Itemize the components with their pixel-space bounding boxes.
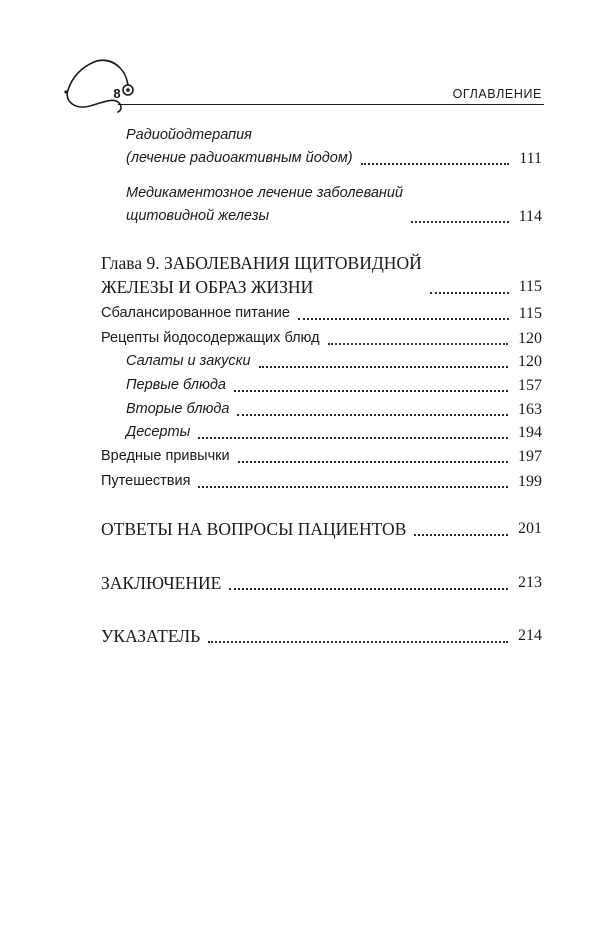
dot-leader [234,390,508,392]
dot-leader [430,292,509,294]
toc-entry[interactable] [126,374,542,397]
toc-section-entry[interactable] [101,624,542,648]
toc-page-number: 201 [518,520,542,537]
toc-entry-title [126,182,403,228]
dot-leader [361,163,510,165]
page-header [0,0,597,120]
dot-leader [238,461,508,463]
dot-leader [259,366,508,368]
dot-leader [237,414,508,416]
toc-entry-title-line: щитовидной железы [126,208,270,224]
dot-leader [208,641,508,643]
toc-entry[interactable] [126,421,542,444]
toc-page-number: 214 [518,627,542,644]
toc-page-number: 197 [518,448,542,465]
toc-entry-title: ОТВЕТЫ НА ВОПРОСЫ ПАЦИЕНТОВ [101,519,407,539]
toc-entry-title: Вредные привычки [101,448,230,464]
toc-entry-title: Первые блюда [126,377,226,393]
toc-entry-title: Салаты и закуски [126,353,251,369]
dot-leader [328,343,508,345]
toc-entry-title-line: Глава 9. ЗАБОЛЕВАНИЯ ЩИТОВИДНОЙ [101,253,422,273]
toc-page-number: 111 [519,150,542,167]
toc-entry-title [101,251,422,299]
dot-leader [414,534,508,536]
running-head: ОГЛАВЛЕНИЕ [452,87,542,101]
toc-page-number: 213 [518,574,542,591]
toc-page-number: 194 [518,424,542,441]
toc-entry-title: Рецепты йодосодержащих блюд [101,330,320,346]
toc-entry-title: УКАЗАТЕЛЬ [101,626,201,646]
toc-entry-title: Десерты [126,424,191,440]
page-number: 8 [113,86,121,101]
toc-entry[interactable] [126,182,542,228]
toc-entry[interactable] [101,327,542,350]
toc-entry[interactable] [126,124,542,170]
toc-entry[interactable] [126,398,542,421]
toc-chapter-entry[interactable] [101,251,542,299]
toc-entry-title-line: Медикаментозное лечение заболеваний [126,185,403,201]
toc-page-number: 157 [518,377,542,394]
stethoscope-icon [56,52,146,116]
toc-entry-title: Вторые блюда [126,401,230,417]
toc-page-number: 115 [518,305,542,322]
toc-entry[interactable] [101,302,542,325]
header-rule [118,104,544,105]
toc-page-number: 163 [518,401,542,418]
toc-page-number: 120 [518,353,542,370]
toc-page-number: 114 [518,208,542,225]
dot-leader [411,221,509,223]
toc-entry-title-line: (лечение радиоактивным йодом) [126,150,353,166]
dot-leader [198,486,508,488]
toc-entry[interactable] [101,445,542,468]
toc-entry-title-line: Радиойодтерапия [126,127,252,143]
dot-leader [298,318,509,320]
toc-entry[interactable] [126,350,542,373]
toc-section-entry[interactable] [101,571,542,595]
toc-entry-title: Путешествия [101,473,191,489]
toc-entry-title-line: ЖЕЛЕЗЫ И ОБРАЗ ЖИЗНИ [101,277,314,297]
toc-page-number: 115 [518,278,542,295]
toc-entry-title [126,124,353,170]
toc-entry[interactable] [101,470,542,493]
toc-section-entry[interactable] [101,517,542,541]
toc-page-number: 199 [518,473,542,490]
dot-leader [229,588,508,590]
toc-entry-title: ЗАКЛЮЧЕНИЕ [101,573,222,593]
toc-entry-title: Сбалансированное питание [101,305,290,321]
dot-leader [198,437,508,439]
toc-page-number: 120 [518,330,542,347]
